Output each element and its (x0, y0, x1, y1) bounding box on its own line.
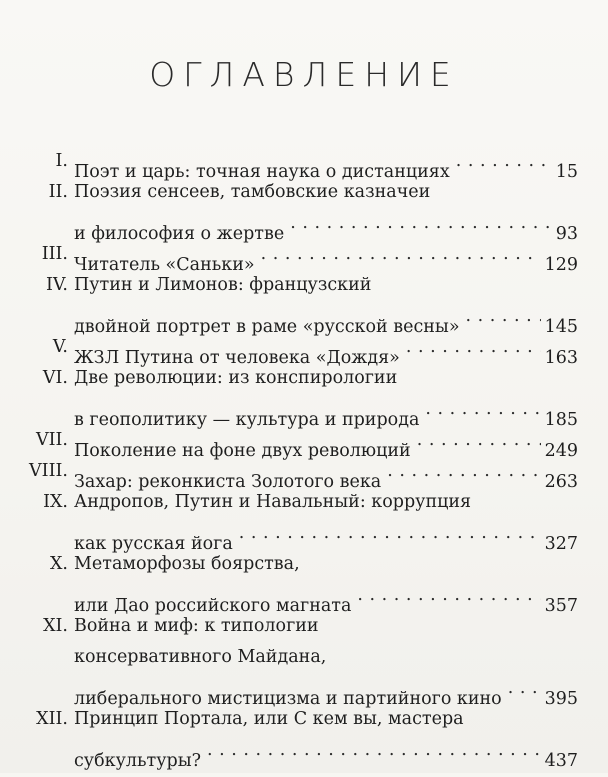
toc-entry-last-line (0, 580, 608, 616)
toc-entry-line (0, 642, 608, 673)
toc-entry-title: Поэт и царь: точная наука о дистанциях (74, 162, 450, 182)
toc-entry-leader-row (74, 735, 578, 777)
dot-leader (239, 518, 541, 549)
toc-entry-last-line (0, 735, 608, 771)
toc-entry[interactable] (0, 332, 608, 368)
toc-entry-title-line: Война и миф: к типологии (74, 616, 319, 636)
toc-entry-title-line: Андропов, Путин и Навальный: коррупция (74, 492, 472, 512)
toc-entry-title: Поколение на фоне двух революций (74, 441, 411, 461)
toc-entry-title: Читатель «Саньки» (74, 255, 255, 275)
toc-entry-page-number: 249 (544, 441, 578, 461)
toc-entry-page-number: 437 (544, 751, 578, 771)
toc-entry-line (0, 177, 608, 208)
toc-entry-title: двойной портрет в раме «русской весны» (74, 317, 460, 337)
dot-leader (417, 425, 541, 456)
toc-entry-last-line (0, 301, 608, 337)
toc-entry-page-number: 145 (544, 317, 578, 337)
toc-entry-last-line (0, 394, 608, 430)
toc-entry[interactable] (0, 239, 608, 275)
dot-leader (387, 456, 540, 487)
toc-entry-title-line: Путин и Лимонов: французский (74, 275, 372, 295)
dot-leader (508, 673, 541, 704)
toc-entry-title: субкультуры? (74, 751, 202, 771)
toc-entry[interactable] (0, 456, 608, 492)
toc-entry-number: VIII. (29, 461, 68, 481)
toc-entry-last-line (0, 456, 608, 492)
toc-entry-number: IX. (43, 492, 68, 512)
dot-leader (290, 208, 552, 239)
toc-entry-line (0, 549, 608, 580)
toc-entry-title: в геополитику — культура и природа (74, 410, 420, 430)
toc-entry[interactable] (0, 549, 608, 616)
toc-entry-page-number: 357 (544, 596, 578, 616)
toc-entry-number: II. (48, 182, 68, 202)
toc-entry-page-number: 93 (555, 224, 578, 244)
toc-entry-line (0, 363, 608, 394)
dot-leader (406, 332, 541, 363)
dot-leader (466, 301, 541, 332)
toc-entry[interactable] (0, 363, 608, 430)
toc-entry-title: Захар: реконкиста Золотого века (74, 472, 382, 492)
toc-entry-last-line (0, 208, 608, 244)
toc-entry-page-number: 129 (544, 255, 578, 275)
toc-entry-number: VI. (42, 368, 68, 388)
toc-entry-line (0, 270, 608, 301)
toc-entry-last-line (0, 518, 608, 554)
dot-leader (357, 580, 540, 611)
toc-heading: ОГЛАВЛЕНИЕ (149, 55, 459, 94)
toc-entry-number: X. (49, 554, 68, 574)
toc-entry[interactable] (0, 487, 608, 554)
toc-entry[interactable] (0, 704, 608, 771)
toc-entry-last-line (0, 239, 608, 275)
toc-entry-number: VII. (35, 430, 68, 450)
toc-entry-title: или Дао российского магната (74, 596, 352, 616)
toc-entry-title-line: Принцип Портала, или С кем вы, мастера (74, 709, 464, 729)
toc-entry-title-line: Поэзия сенсеев, тамбовские казначеи (74, 182, 431, 202)
toc-entry-title-line: Две революции: из конспирологии (74, 368, 398, 388)
toc-entry-last-line (0, 425, 608, 461)
toc-entry[interactable] (0, 177, 608, 244)
dot-leader (425, 394, 540, 425)
toc-entry-number: III. (41, 244, 68, 264)
toc-entry-title: ЖЗЛ Путина от человека «Дождя» (74, 348, 400, 368)
toc-entry-last-line (0, 332, 608, 368)
toc-entry[interactable] (0, 146, 608, 182)
toc-entry-line (0, 704, 608, 735)
toc-entry[interactable] (0, 611, 608, 709)
toc-entry-page-number: 327 (544, 534, 578, 554)
toc-entry-title-line: консервативного Майдана, (74, 647, 327, 667)
dot-leader (456, 146, 552, 177)
toc-entry[interactable] (0, 425, 608, 461)
toc-entry-title: как русская йога (74, 534, 233, 554)
toc-entry-title-line: Метаморфозы боярства, (74, 554, 300, 574)
toc-entry-last-line (0, 146, 608, 182)
toc-entry-title: и философия о жертве (74, 224, 285, 244)
toc-entry-number: XI. (43, 616, 68, 636)
toc-entry-page-number: 163 (544, 348, 578, 368)
toc-entry-number: I. (55, 151, 68, 171)
toc-entry-number: IV. (45, 275, 68, 295)
toc-entry-page-number: 185 (544, 410, 578, 430)
toc-entry-page-number: 15 (555, 162, 578, 182)
toc-entry[interactable] (0, 270, 608, 337)
toc-entry-title: либерального мистицизма и партийного кино (74, 689, 502, 709)
toc-entry-line (0, 611, 608, 642)
toc-entry-number: XII. (36, 709, 68, 729)
toc-entry-last-line (0, 673, 608, 709)
dot-leader (207, 735, 541, 766)
toc-entry-line (0, 487, 608, 518)
dot-leader (261, 239, 541, 270)
toc-entry-page-number: 395 (544, 689, 578, 709)
table-of-contents (0, 146, 608, 771)
toc-entry-page-number: 263 (544, 472, 578, 492)
toc-entry-number: V. (52, 337, 68, 357)
